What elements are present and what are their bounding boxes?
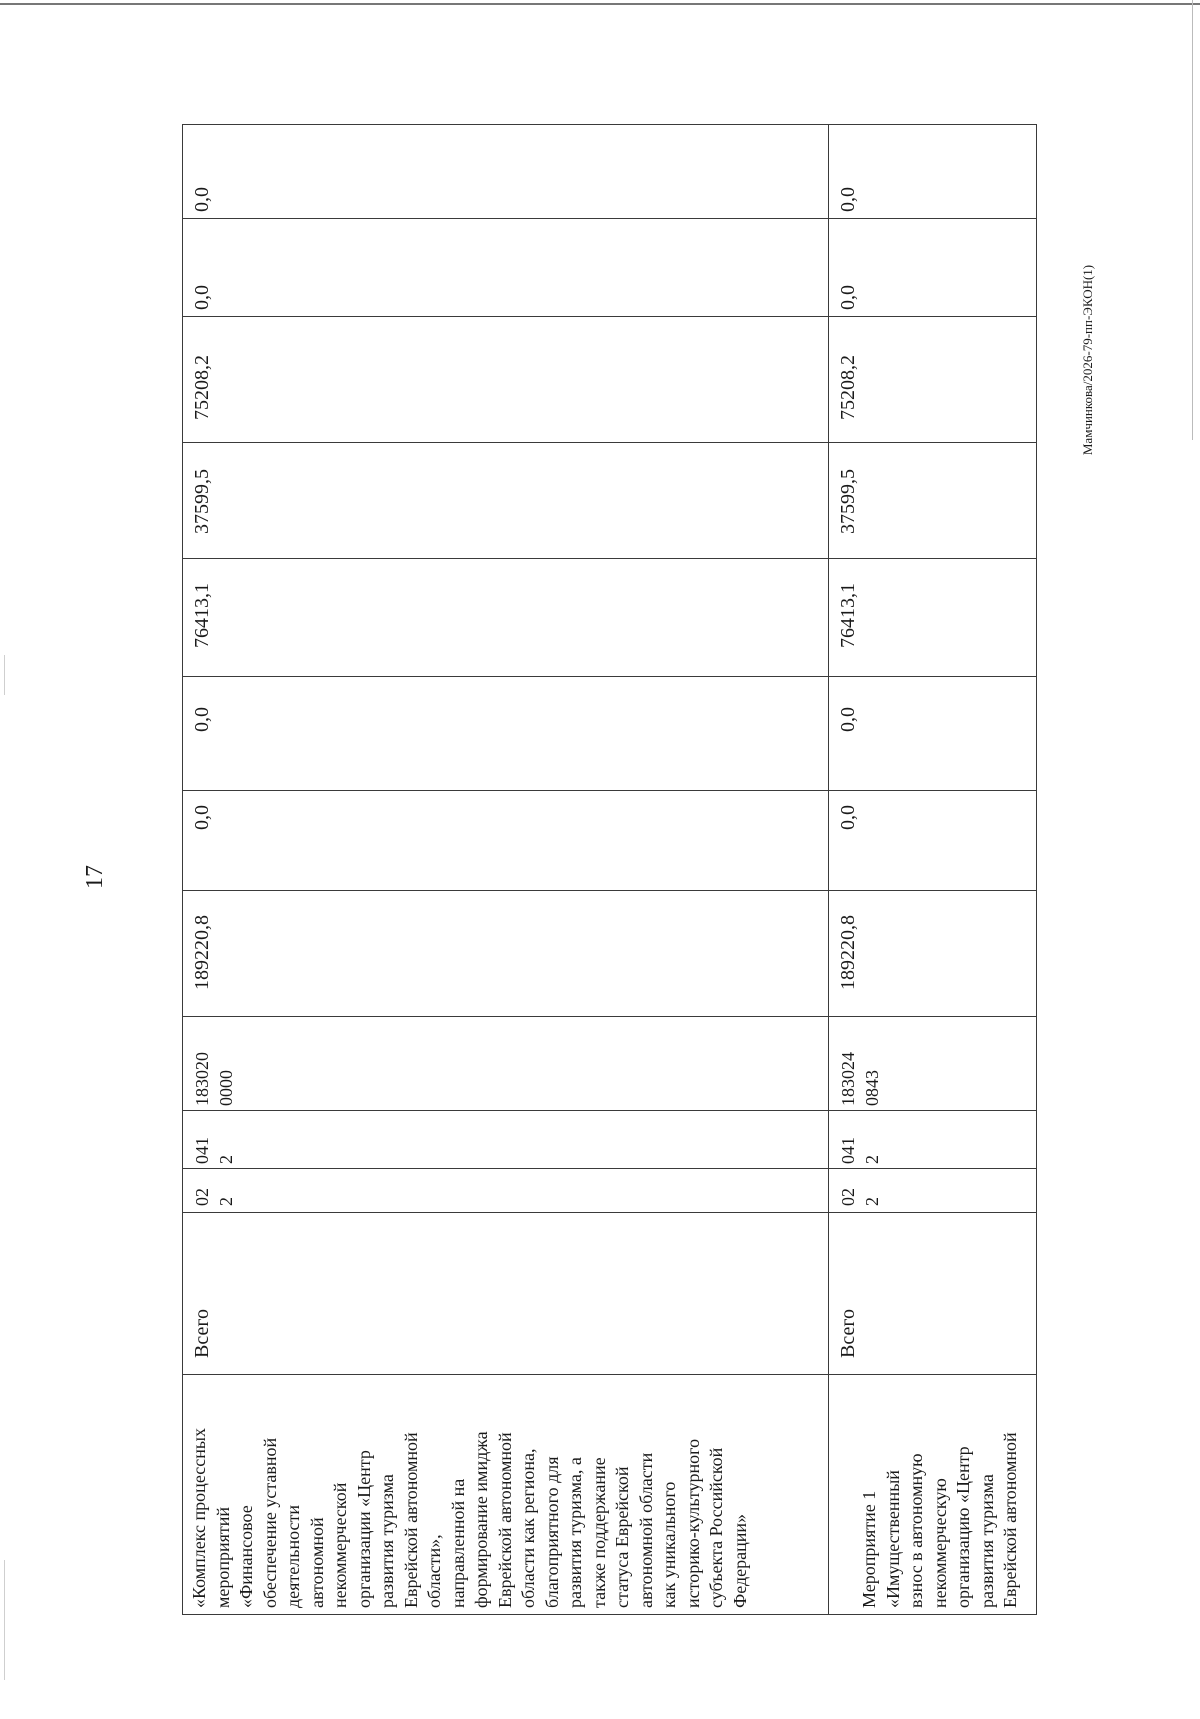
table-border-right <box>1036 124 1037 1614</box>
value-cell: 0,0 <box>191 187 213 212</box>
code-cell: 02 2 <box>838 1188 882 1206</box>
scan-right-edge <box>1192 0 1193 440</box>
scan-top-edge <box>0 3 1200 5</box>
table-line <box>182 890 1037 891</box>
table-line <box>182 442 1037 443</box>
table-line <box>182 790 1037 791</box>
value-cell: 75208,2 <box>837 355 859 420</box>
document-code: Мамчинкова/2026-79-пп-ЭКОН(1) <box>1080 264 1095 456</box>
source-cell: Всего <box>837 1308 859 1358</box>
table-border-bottom <box>182 1614 1037 1615</box>
description-cell: Мероприятие 1 «Имущественный взнос в автономную некоммерческую организацию «Центр развития туризма Еврейской автономной <box>859 1432 1020 1608</box>
table-line <box>182 316 1037 317</box>
value-cell: 0,0 <box>837 707 859 732</box>
scan-mark <box>4 655 5 695</box>
value-cell: 0,0 <box>837 285 859 310</box>
table-line <box>182 676 1037 677</box>
budget-table <box>182 124 1037 1614</box>
code-cell: 041 2 <box>192 1137 236 1164</box>
value-cell: 37599,5 <box>837 469 859 534</box>
table-line <box>182 1110 1037 1111</box>
description-cell: «Комплекс процессных мероприятий «Финансовое обеспечение уставной деятельности автономной некоммерческой организации «Центр развития туризма Еврейской автономной области», направленной на формирование имиджа Еврейской автономной области как региона, благоприятного для развития туризма, а также поддержание статуса Еврейской автономной области как уникального историко-культурного субъекта Российской Федерации» <box>189 1428 750 1608</box>
code-cell: 183020 0000 <box>192 1052 236 1106</box>
value-cell: 0,0 <box>191 285 213 310</box>
table-line <box>182 1212 1037 1213</box>
table-border-top <box>182 124 1037 125</box>
value-cell: 0,0 <box>191 805 213 830</box>
value-cell: 76413,1 <box>191 583 213 648</box>
table-line <box>182 218 1037 219</box>
code-cell: 041 2 <box>838 1137 882 1164</box>
table-line <box>182 558 1037 559</box>
table-line <box>182 1374 1037 1375</box>
value-cell: 76413,1 <box>837 583 859 648</box>
table-line <box>182 1168 1037 1169</box>
scan-mark <box>4 1560 5 1680</box>
value-cell: 189220,8 <box>191 915 213 990</box>
row-divider <box>828 124 829 1614</box>
source-cell: Всего <box>191 1308 213 1358</box>
value-cell: 0,0 <box>837 805 859 830</box>
table-border-left <box>182 124 183 1614</box>
value-cell: 37599,5 <box>191 469 213 534</box>
page-number: 17 <box>82 865 108 889</box>
value-cell: 0,0 <box>837 187 859 212</box>
table-line <box>182 1016 1037 1017</box>
value-cell: 0,0 <box>191 707 213 732</box>
value-cell: 189220,8 <box>837 915 859 990</box>
code-cell: 183024 0843 <box>838 1052 882 1106</box>
value-cell: 75208,2 <box>191 355 213 420</box>
code-cell: 02 2 <box>192 1188 236 1206</box>
